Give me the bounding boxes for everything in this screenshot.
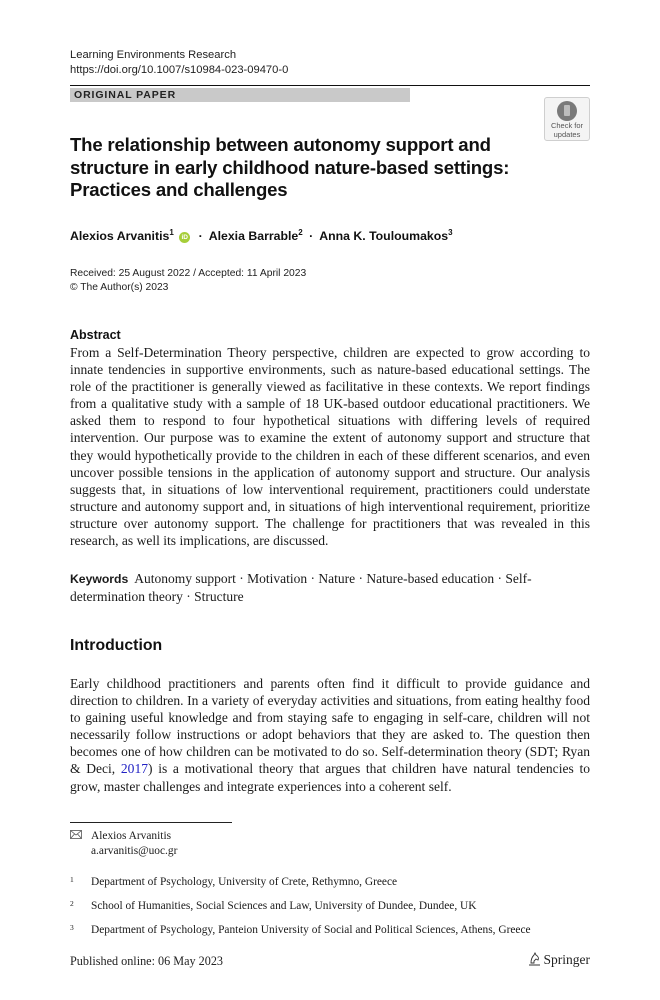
envelope-icon [70,830,82,839]
header-rule [70,85,590,86]
doi-link[interactable]: https://doi.org/10.1007/s10984-023-09470-0 [70,63,289,76]
author-separator: · [198,229,203,243]
author-name[interactable]: Alexios Arvanitis [70,229,170,243]
affiliation-marker: 2 [298,228,303,237]
published-online-date: Published online: 06 May 2023 [70,954,224,968]
keywords-section [70,570,590,605]
affiliation-marker: 3 [448,228,453,237]
keywords-list: Autonomy support · Motivation · Nature · Nature-based education · Self-determination theory · Structure [70,571,532,604]
abstract-text: From a Self-Determination Theory perspective, children are expected to grow according to innate tendencies in supportive environments, such as nature-based educational settings. The role of the practitioner is generally viewed as facilitative in these contexts. We report findings from a qualitative study with a sample of 18 UK-based outdoor educational practitioners. We asked them to respond to four hypothetical situations with differing levels of required intervention. Our purpose was to examine the extent of autonomy support and structure that they would hypothetically provide to the children in each of these different scenarios, and even uncover possible tensions in the application of autonomy support and structure. Our analysis suggests that, in situations of low interventional requirement, practitioners could understate structure and autonomy support and, in situations of high interventional requirement, prioritize structure over autonomy support. The challenge for practitioners that was revealed in this research, as well its implications, are discussed. [70,345,590,549]
affiliation-number: 2 [70,899,74,908]
author-name[interactable]: Anna K. Touloumakos [319,229,449,243]
crossmark-label-1: Check for [550,121,584,130]
author-name[interactable]: Alexia Barrable [208,229,299,243]
received-accepted-dates: Received: 25 August 2022 / Accepted: 11 April 2023 [70,268,307,279]
corresponding-author [70,829,177,859]
springer-horse-icon [528,952,541,966]
affiliation-number: 1 [70,875,74,884]
affiliation-marker: 1 [169,228,174,237]
affiliation-item [70,923,531,937]
article-type-label: ORIGINAL PAPER [74,89,177,101]
author-list [70,228,453,243]
affiliation-text: Department of Psychology, Panteion University of Social and Political Sciences, Athens, Greece [91,924,531,936]
journal-name: Learning Environments Research [70,49,237,61]
introduction-text [70,675,590,795]
corresponding-email[interactable]: a.arvanitis@uoc.gr [91,844,178,857]
corresponding-name: Alexios Arvanitis [91,830,172,842]
article-dates [70,267,306,294]
publisher-logo [528,952,591,968]
check-for-updates-button[interactable] [544,97,590,141]
introduction-heading: Introduction [70,637,163,654]
article-title: The relationship between autonomy support and structure in early childhood nature-based settings: Practices and challenges [70,134,510,200]
intro-text-part: Early childhood practitioners and parents often find it difficult to provide guidance and direction to children. In a variety of everyday activities and situations, from eating healthy food to gaining useful knowledge and from staying safe to engaging in self-care, children will not necessarily follow instructions or adopt behaviors that they are asked to. The question then becomes one of how children can be motivated to do so. Self-determination theory (SDT; Ryan & Deci, [70,676,590,777]
crossmark-icon [557,101,577,121]
journal-header [70,48,288,77]
article-type-bar [70,88,410,102]
affiliation-item [70,875,397,889]
affiliation-text: Department of Psychology, University of Crete, Rethymno, Greece [91,876,398,888]
affiliation-item [70,899,477,913]
author-separator: · [309,229,314,243]
orcid-icon[interactable]: iD [179,232,190,243]
affiliation-number: 3 [70,923,74,932]
copyright-notice: © The Author(s) 2023 [70,281,169,293]
affiliation-text: School of Humanities, Social Sciences and Law, University of Dundee, Dundee, UK [91,900,477,912]
crossmark-label-2: updates [553,130,581,139]
publisher-name: Springer [543,952,590,967]
intro-text-part: ) is a motivational theory that argues that children have natural tendencies to grow, master challenges and integrate experiences into a coherent self. [70,761,590,794]
abstract-heading: Abstract [70,328,121,342]
citation-link[interactable]: 2017 [120,761,148,777]
footnote-rule [70,822,232,823]
keywords-label: Keywords [70,572,129,586]
